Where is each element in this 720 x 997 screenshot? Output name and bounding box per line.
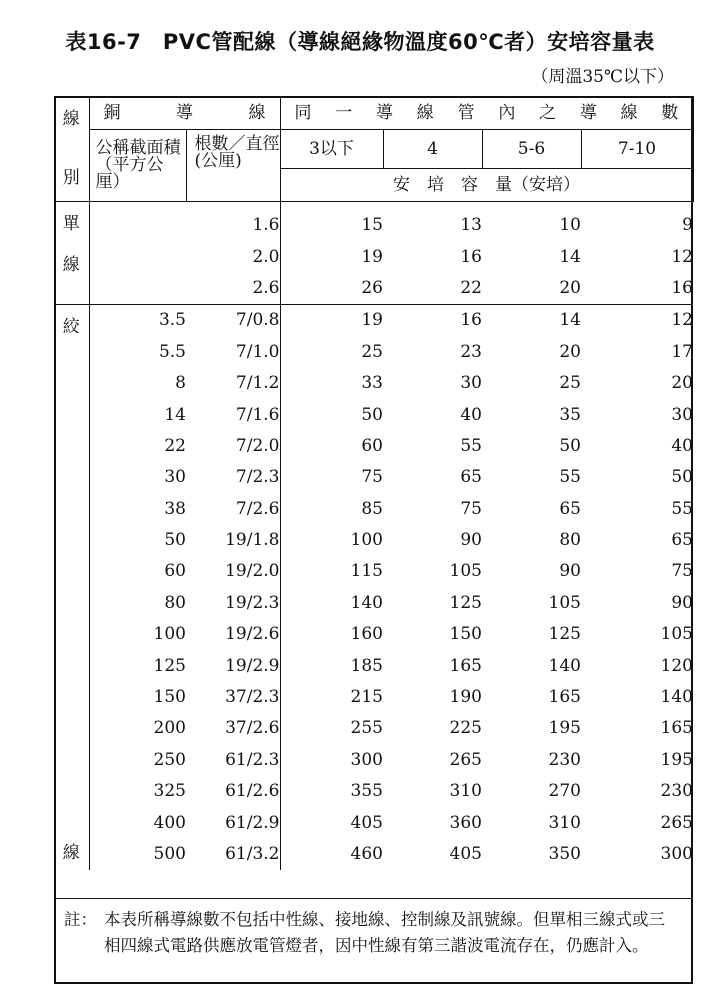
table-subtitle: （周溫35℃以下） (531, 67, 674, 87)
value-cell: 16 (671, 277, 693, 298)
table-row (54, 241, 693, 272)
value-cell: 105 (660, 624, 693, 645)
table-row (54, 494, 693, 525)
value-cell: 265 (660, 812, 693, 833)
value-cell: 40 (460, 404, 482, 425)
value-cell: 55 (460, 435, 482, 456)
conductor-header (89, 97, 280, 130)
count-char: 管 (457, 102, 475, 123)
strand-cell: 7/2.0 (186, 431, 280, 462)
value-cell: 65 (460, 467, 482, 488)
value-cell: 55 (559, 467, 581, 488)
note-text: 本表所稱導線數不包括中性線、接地線、控制線及訊號線。但單相三線式或三相四線式電路供應放電管燈者，因中性線有第三諧波電流存在，仍應計入。 (104, 910, 665, 955)
strand-cell: 61/2.9 (186, 807, 280, 838)
single_wire-type-cell (54, 210, 89, 305)
table-row (54, 682, 693, 713)
value-cell: 75 (361, 467, 383, 488)
value-cell: 140 (548, 655, 581, 676)
table-row (54, 713, 693, 744)
strand-cell: 19/1.8 (186, 525, 280, 556)
strand-cell: 7/2.3 (186, 462, 280, 493)
area-cell: 38 (164, 498, 186, 519)
count-char: 導 (579, 102, 597, 123)
header-type-top: 線 (62, 108, 80, 129)
value-cell: 75 (460, 498, 482, 519)
value-cell: 460 (350, 844, 383, 864)
value-cell: 13 (460, 215, 482, 236)
count-char: 內 (498, 102, 516, 123)
value-cell: 30 (671, 404, 693, 425)
value-cell: 310 (548, 812, 581, 833)
spacer-cell (54, 202, 89, 211)
value-cell: 90 (460, 530, 482, 551)
value-cell: 23 (460, 341, 482, 362)
strand-header: 根數／直徑(公厘) (186, 130, 280, 202)
value-cell: 255 (350, 718, 383, 739)
count-char: 導 (376, 102, 394, 123)
value-cell: 105 (548, 592, 581, 613)
stranded_wire-type-bottom: 線 (62, 843, 80, 864)
value-cell: 19 (361, 246, 383, 267)
table-row (54, 556, 693, 587)
area-cell: 325 (153, 781, 186, 802)
table-row (54, 273, 693, 305)
value-cell: 30 (460, 373, 482, 394)
value-cell: 20 (671, 373, 693, 394)
conductor-char: 銅 (103, 102, 121, 123)
area-cell (89, 241, 186, 272)
table-row (54, 745, 693, 776)
area-cell: 5.5 (158, 341, 186, 362)
value-cell: 350 (548, 844, 581, 864)
ampacity-header: 安 培 容 量（安培） (280, 169, 693, 202)
value-cell: 33 (361, 373, 383, 394)
table-row (54, 807, 693, 838)
area-cell: 500 (153, 844, 186, 864)
value-cell: 270 (548, 781, 581, 802)
value-cell: 150 (449, 624, 482, 645)
value-cell: 195 (548, 718, 581, 739)
strand-cell: 61/2.6 (186, 776, 280, 807)
value-cell: 60 (361, 435, 383, 456)
area-cell: 3.5 (89, 305, 186, 337)
value-cell: 230 (548, 749, 581, 770)
area-cell: 8 (175, 373, 186, 394)
value-cell: 10 (559, 215, 581, 236)
area-header: 公稱截面積（平方公厘） (89, 130, 186, 202)
area-cell: 400 (153, 812, 186, 833)
table-row (54, 525, 693, 556)
area-cell: 30 (164, 467, 186, 488)
area-cell (89, 210, 186, 241)
conductor-char: 線 (248, 102, 266, 123)
spacer-cell (280, 202, 383, 211)
value-cell: 90 (559, 561, 581, 582)
strand-cell: 61/2.3 (186, 745, 280, 776)
strand-cell: 19/2.0 (186, 556, 280, 587)
value-cell: 100 (350, 530, 383, 551)
value-cell: 14 (482, 305, 581, 337)
value-cell: 85 (361, 498, 383, 519)
table-row (54, 619, 693, 650)
area-cell: 80 (164, 592, 186, 613)
area-cell: 60 (164, 561, 186, 582)
stranded_wire-type-top: 絞 (62, 317, 80, 338)
value-cell: 50 (361, 404, 383, 425)
value-cell: 230 (660, 781, 693, 802)
value-cell: 25 (361, 341, 383, 362)
value-cell: 225 (449, 718, 482, 739)
area-cell (89, 273, 186, 305)
value-cell: 185 (350, 655, 383, 676)
value-cell: 190 (449, 687, 482, 708)
count-char: 線 (416, 102, 434, 123)
value-cell: 115 (350, 561, 383, 582)
value-cell: 165 (548, 687, 581, 708)
value-cell: 405 (350, 812, 383, 833)
value-cell: 265 (449, 749, 482, 770)
spacer-cell (89, 202, 186, 211)
table-row (54, 462, 693, 493)
count-header (280, 97, 693, 130)
count-char: 一 (335, 102, 353, 123)
value-cell: 26 (361, 277, 383, 298)
value-cell: 50 (671, 467, 693, 488)
area-cell: 125 (153, 655, 186, 676)
table-row (54, 337, 693, 368)
strand-cell: 7/1.2 (186, 368, 280, 399)
value-cell: 20 (559, 341, 581, 362)
value-cell: 65 (559, 498, 581, 519)
value-cell: 215 (350, 687, 383, 708)
value-cell: 17 (671, 341, 693, 362)
value-cell: 9 (682, 215, 693, 236)
value-cell: 160 (350, 624, 383, 645)
strand-cell: 7/0.8 (186, 305, 280, 337)
value-cell: 90 (671, 592, 693, 613)
count-col-2: 4 (383, 130, 482, 169)
note-label: 註： (64, 910, 97, 929)
value-cell: 16 (383, 305, 482, 337)
value-cell: 12 (671, 246, 693, 267)
spacer-cell (186, 202, 280, 211)
value-cell: 25 (559, 373, 581, 394)
strand-cell: 2.0 (186, 241, 280, 272)
area-cell: 200 (153, 718, 186, 739)
table-row (54, 368, 693, 399)
count-char: 數 (661, 102, 679, 123)
ampacity-table (54, 96, 694, 870)
strand-cell: 19/2.9 (186, 650, 280, 681)
conductor-char: 導 (176, 102, 193, 123)
value-cell: 140 (660, 687, 693, 708)
value-cell: 360 (449, 812, 482, 833)
header-row-2 (54, 130, 693, 169)
spacer-cell (383, 202, 482, 211)
table-row (54, 305, 693, 337)
value-cell: 75 (671, 561, 693, 582)
table-row (54, 431, 693, 462)
strand-cell: 19/2.6 (186, 619, 280, 650)
table-row (54, 776, 693, 807)
spacer-row (54, 202, 693, 211)
strand-cell: 7/1.6 (186, 399, 280, 430)
value-cell: 16 (460, 246, 482, 267)
value-cell: 22 (460, 277, 482, 298)
value-cell: 65 (671, 530, 693, 551)
area-cell: 22 (164, 435, 186, 456)
count-col-3: 5-6 (482, 130, 581, 169)
strand-cell: 1.6 (186, 210, 280, 241)
value-cell: 310 (449, 781, 482, 802)
area-cell: 50 (164, 530, 186, 551)
strand-cell: 61/3.2 (186, 839, 280, 870)
value-cell: 40 (671, 435, 693, 456)
value-cell: 140 (350, 592, 383, 613)
value-cell: 165 (660, 718, 693, 739)
count-char: 線 (620, 102, 638, 123)
strand-cell: 7/1.0 (186, 337, 280, 368)
table-row (54, 588, 693, 619)
table-row (54, 839, 693, 870)
single_wire-type-bottom: 線 (62, 255, 80, 275)
stranded_wire-type-cell (54, 305, 89, 871)
header-row-1 (54, 97, 693, 130)
value-cell: 20 (559, 277, 581, 298)
count-col-4: 7-10 (581, 130, 693, 169)
value-cell: 165 (449, 655, 482, 676)
value-cell: 15 (361, 215, 383, 236)
value-cell: 14 (559, 246, 581, 267)
area-cell: 250 (153, 749, 186, 770)
value-cell: 125 (548, 624, 581, 645)
table-row (54, 650, 693, 681)
header-type-bottom: 別 (62, 168, 80, 188)
value-cell: 300 (350, 749, 383, 770)
strand-cell: 37/2.3 (186, 682, 280, 713)
value-cell: 80 (559, 530, 581, 551)
spacer-cell (482, 202, 581, 211)
table-row (54, 399, 693, 430)
value-cell: 105 (449, 561, 482, 582)
strand-cell: 19/2.3 (186, 588, 280, 619)
value-cell: 120 (660, 655, 693, 676)
value-cell: 50 (559, 435, 581, 456)
count-char: 同 (294, 102, 312, 123)
area-cell: 14 (164, 404, 186, 425)
value-cell: 12 (581, 305, 693, 337)
strand-cell: 7/2.6 (186, 494, 280, 525)
table-note (54, 898, 693, 959)
value-cell: 300 (660, 844, 693, 864)
count-col-1: 3以下 (280, 130, 383, 169)
value-cell: 405 (449, 844, 482, 864)
area-cell: 150 (153, 687, 186, 708)
table-title: 表16-7 PVC管配線（導線絕緣物溫度60℃者）安培容量表 (65, 30, 655, 54)
spacer-cell (581, 202, 693, 211)
value-cell: 125 (449, 592, 482, 613)
value-cell: 35 (559, 404, 581, 425)
single_wire-type-top: 單 (62, 214, 80, 234)
area-cell: 100 (153, 624, 186, 645)
value-cell: 19 (280, 305, 383, 337)
count-char: 之 (539, 102, 557, 123)
strand-cell: 2.6 (186, 273, 280, 305)
value-cell: 355 (350, 781, 383, 802)
table-row (54, 210, 693, 241)
header-type-cell (54, 97, 89, 202)
strand-cell: 37/2.6 (186, 713, 280, 744)
value-cell: 195 (660, 749, 693, 770)
value-cell: 55 (671, 498, 693, 519)
